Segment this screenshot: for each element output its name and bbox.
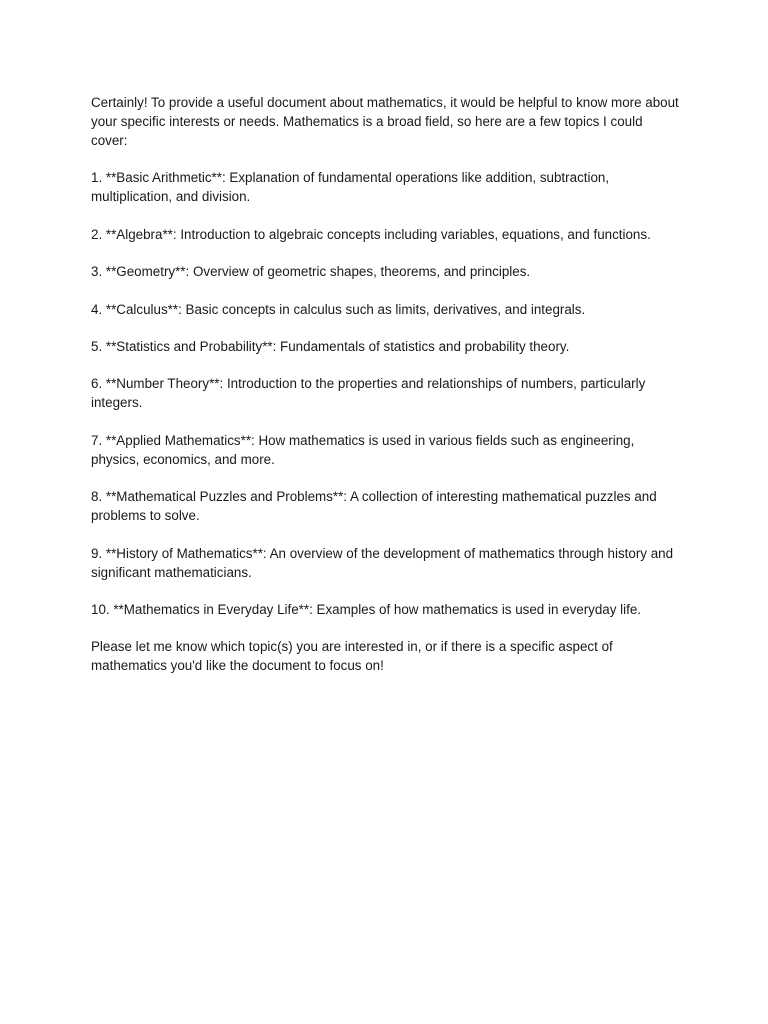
topic-item: 10. **Mathematics in Everyday Life**: Examples of how mathematics is used in everyday life. bbox=[91, 601, 642, 617]
topic-item: 7. **Applied Mathematics**: How mathematics is used in various fields such as engineering, physics, economics, and more. bbox=[91, 432, 635, 467]
document-body bbox=[91, 93, 681, 694]
closing-paragraph: Please let me know which topic(s) you are interested in, or if there is a specific aspect of mathematics you'd like the document to focus on! bbox=[91, 639, 613, 674]
topic-item: 5. **Statistics and Probability**: Fundamentals of statistics and probability theory. bbox=[91, 338, 570, 354]
topic-item: 3. **Geometry**: Overview of geometric shapes, theorems, and principles. bbox=[91, 264, 531, 280]
topic-item: 2. **Algebra**: Introduction to algebraic concepts including variables, equations, and functions. bbox=[91, 226, 651, 242]
topic-item: 9. **History of Mathematics**: An overview of the development of mathematics through history and significant mathematicians. bbox=[91, 545, 674, 580]
topic-item: 8. **Mathematical Puzzles and Problems**: A collection of interesting mathematical puzzles and problems to solve. bbox=[91, 489, 657, 524]
intro-paragraph: Certainly! To provide a useful document about mathematics, it would be helpful to know more about your specific interests or needs. Mathematics is a broad field, so here are a few topics I could cover: bbox=[91, 95, 679, 148]
topic-item: 4. **Calculus**: Basic concepts in calculus such as limits, derivatives, and integrals. bbox=[91, 301, 586, 317]
topic-item: 6. **Number Theory**: Introduction to the properties and relationships of numbers, particularly integers. bbox=[91, 376, 646, 411]
topic-item: 1. **Basic Arithmetic**: Explanation of fundamental operations like addition, subtraction, multiplication, and division. bbox=[91, 170, 610, 205]
